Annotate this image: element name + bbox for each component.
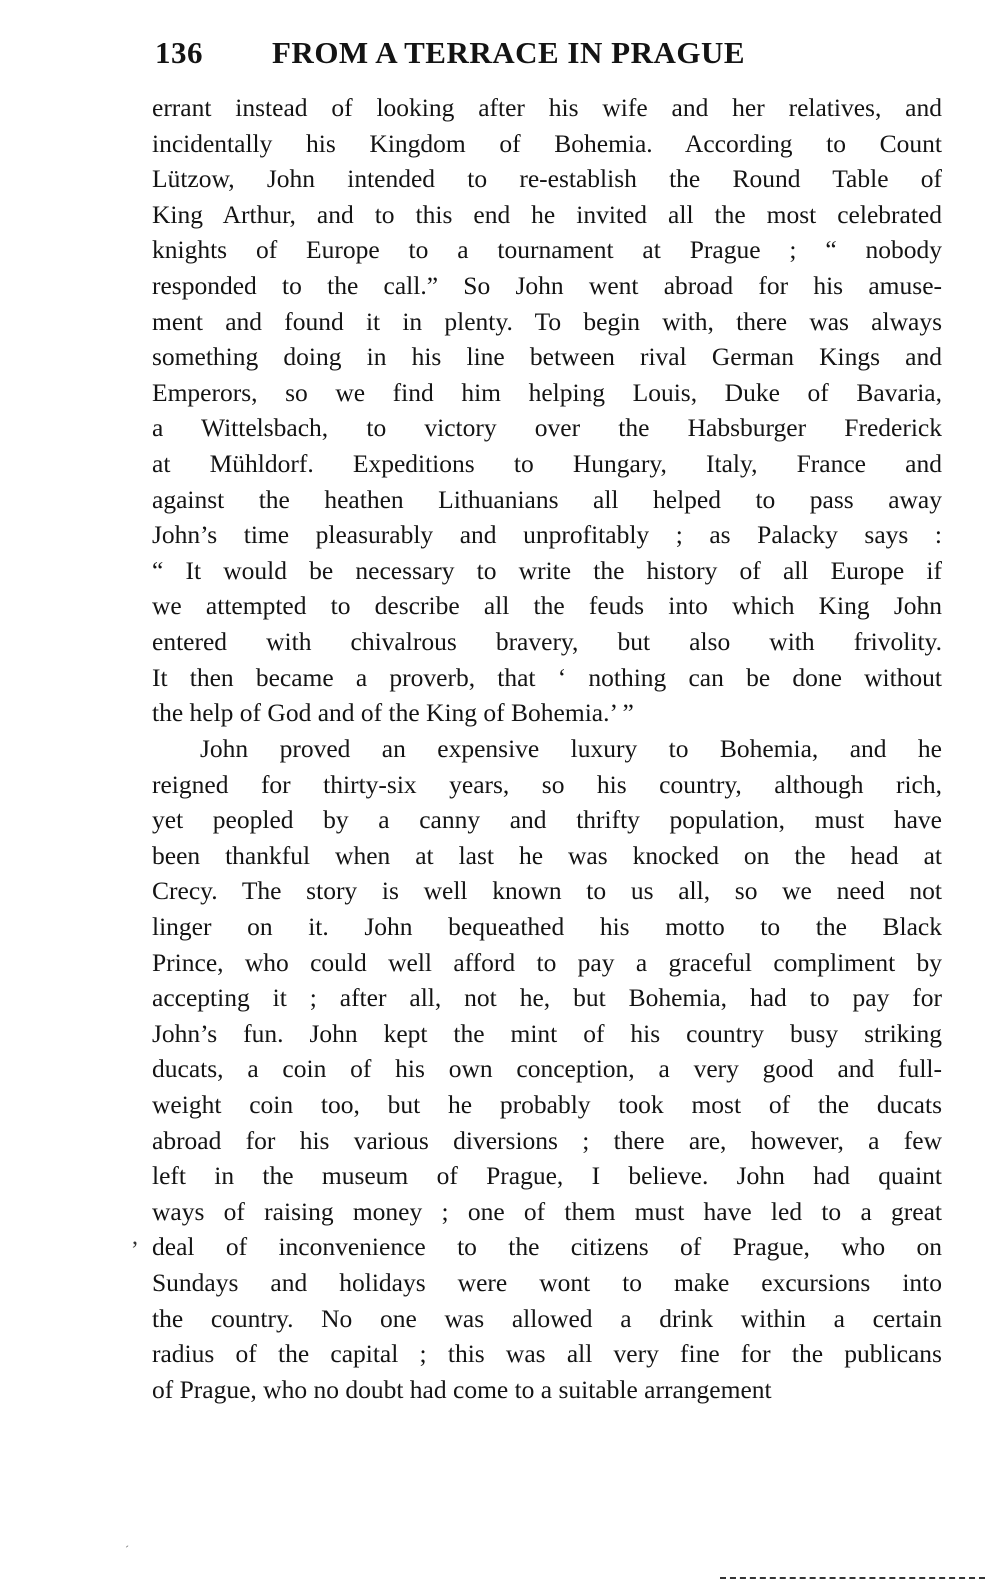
running-title: FROM A TERRACE IN PRAGUE	[272, 35, 746, 70]
text-line: incidentally his Kingdom of Bohemia. According to Count	[152, 128, 942, 158]
text-line: something doing in his line between rival German Kings and	[152, 342, 942, 372]
text-line: weight coin too, but he probably took most of the ducats	[152, 1089, 942, 1119]
text-line: left in the museum of Prague, I believe. John had quaint	[152, 1161, 942, 1191]
text-line: knights of Europe to a tournament at Prague ; “ nobody	[152, 235, 942, 265]
text-line: of Prague, who no doubt had come to a suitable arrangement	[152, 1374, 772, 1404]
margin-tick-mark: ,	[132, 1224, 138, 1250]
text-line: John’s fun. John kept the mint of his country busy striking	[152, 1018, 942, 1048]
text-line: abroad for his various diversions ; there are, however, a few	[152, 1125, 942, 1155]
text-line: Sundays and holidays were wont to make excursions into	[152, 1267, 942, 1297]
text-line: we attempted to describe all the feuds into which King John	[152, 591, 942, 621]
text-line: John’s time pleasurably and unprofitably ; as Palacky says :	[152, 520, 942, 550]
text-line: been thankful when at last he was knocked on the head at	[152, 840, 942, 870]
text-line: a Wittelsbach, to victory over the Habsburger Frederick	[152, 413, 942, 443]
text-line: against the heathen Lithuanians all helped to pass away	[152, 484, 942, 514]
paragraph-1	[152, 90, 942, 731]
text-line: accepting it ; after all, not he, but Bohemia, had to pay for	[152, 983, 942, 1013]
text-line: John proved an expensive luxury to Bohemia, and he	[200, 734, 942, 763]
text-line: Prince, who could well afford to pay a graceful compliment by	[152, 947, 942, 977]
text-line: linger on it. John bequeathed his motto to the Black	[152, 911, 942, 941]
text-line: “ It would be necessary to write the history of all Europe if	[152, 555, 942, 585]
text-line: the help of God and of the King of Bohemia.’ ”	[152, 698, 634, 728]
text-line: at Mühldorf. Expeditions to Hungary, Italy, France and	[152, 448, 942, 478]
text-line: Emperors, so we find him helping Louis, Duke of Bavaria,	[152, 377, 942, 407]
text-line: responded to the call.” So John went abroad for his amuse-	[152, 270, 942, 300]
text-line: errant instead of looking after his wife and her relatives, and	[152, 93, 942, 122]
text-line: reigned for thirty-six years, so his country, although rich,	[152, 769, 942, 799]
text-line: the country. No one was allowed a drink within a certain	[152, 1303, 942, 1333]
page-number: 136	[155, 35, 203, 70]
text-line: Lützow, John intended to re-establish the Round Table of	[152, 164, 942, 194]
text-line: deal of inconvenience to the citizens of Prague, who on	[152, 1232, 942, 1262]
text-line: yet peopled by a canny and thrifty population, must have	[152, 805, 942, 835]
text-line: ducats, a coin of his own conception, a very good and full-	[152, 1054, 942, 1084]
text-line: King Arthur, and to this end he invited all the most celebrated	[152, 199, 942, 229]
running-header	[155, 30, 945, 76]
paragraph-2	[152, 731, 942, 1407]
text-line: ways of raising money ; one of them must have led to a great	[152, 1196, 942, 1226]
stray-mark: ´	[125, 1543, 129, 1557]
text-line: Crecy. The story is well known to us all, so we need not	[152, 876, 942, 906]
bottom-scan-artifact	[720, 1577, 985, 1579]
text-line: radius of the capital ; this was all very fine for the publicans	[152, 1339, 942, 1369]
text-line: ment and found it in plenty. To begin with, there was always	[152, 306, 942, 336]
text-line: It then became a proverb, that ‘ nothing can be done without	[152, 662, 942, 692]
text-line: entered with chivalrous bravery, but also with frivolity.	[152, 626, 942, 656]
